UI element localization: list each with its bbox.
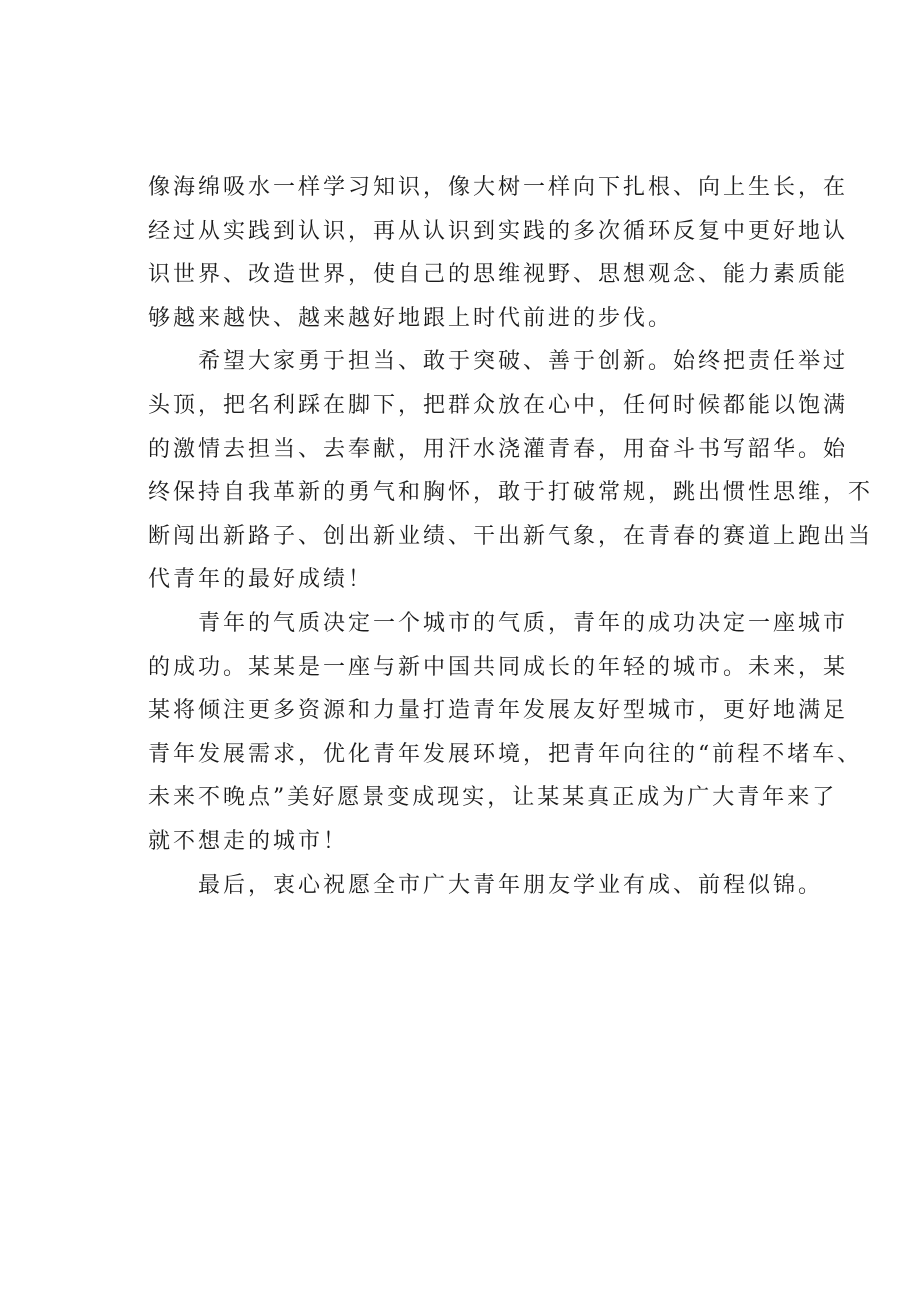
text-line: 经过从实践到认识，再从认识到实践的多次循环反复中更好地认 — [148, 218, 849, 244]
paragraph-4 — [148, 864, 824, 908]
text-line: 的成功。某某是一座与新中国共同成长的年轻的城市。未来，某 — [148, 654, 849, 680]
text-line: 头顶，把名利踩在脚下，把群众放在心中，任何时候都能以饱满 — [148, 392, 849, 418]
document-body — [148, 166, 874, 907]
text-line: 的激情去担当、去奉献，用汗水浇灌青春，用奋斗书写韶华。始 — [148, 436, 849, 462]
paragraph-2 — [148, 340, 874, 602]
text-line: 代青年的最好成绩！ — [148, 567, 374, 593]
text-line: 就不想走的城市！ — [148, 828, 349, 854]
text-line: 最后，衷心祝愿全市广大青年朋友学业有成、前程似锦。 — [198, 872, 824, 898]
text-line: 识世界、改造世界，使自己的思维视野、思想观念、能力素质能 — [148, 262, 849, 288]
text-line: 像海绵吸水一样学习知识，像大树一样向下扎根、向上生长，在 — [148, 175, 849, 200]
text-line: 够越来越快、越来越好地跟上时代前进的步伐。 — [148, 305, 674, 331]
text-line: 某将倾注更多资源和力量打造青年发展友好型城市，更好地满足 — [148, 698, 849, 724]
text-line: 断闯出新路子、创出新业绩、干出新气象，在青春的赛道上跑出当 — [148, 523, 874, 549]
text-line: 希望大家勇于担当、敢于突破、善于创新。始终把责任举过 — [198, 349, 849, 375]
paragraph-3 — [148, 602, 863, 864]
text-line: 青年发展需求，优化青年发展环境，把青年向往的“前程不堵车、 — [148, 741, 863, 767]
text-line: 青年的气质决定一个城市的气质，青年的成功决定一座城市 — [198, 610, 849, 636]
text-line: 终保持自我革新的勇气和胸怀，敢于打破常规，跳出惯性思维，不 — [148, 480, 874, 506]
text-line: 未来不晚点”美好愿景变成现实，让某某真正成为广大青年来了 — [148, 785, 838, 811]
paragraph-1 — [148, 166, 849, 340]
